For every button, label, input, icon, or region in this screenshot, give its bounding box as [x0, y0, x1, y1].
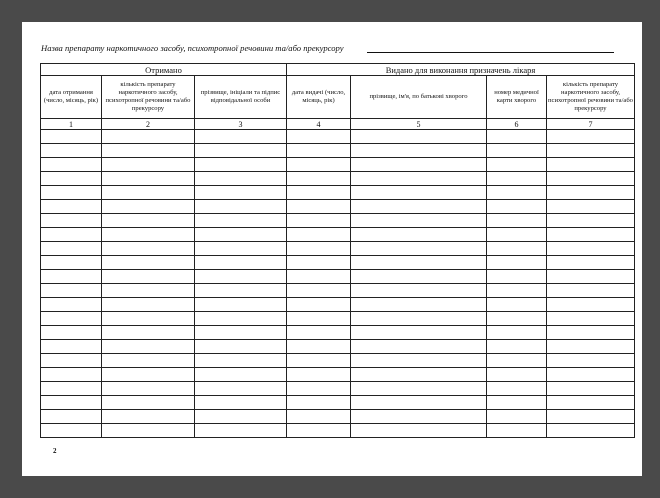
table-cell [487, 242, 547, 256]
col-number: 4 [287, 119, 351, 130]
table-cell [287, 340, 351, 354]
table-cell [547, 396, 635, 410]
col-header: номер медичної карти хворого [487, 76, 547, 119]
table-cell [547, 312, 635, 326]
table-cell [287, 172, 351, 186]
table-cell [41, 298, 102, 312]
table-cell [351, 172, 487, 186]
table-cell [287, 368, 351, 382]
table-cell [195, 396, 287, 410]
table-row [41, 214, 635, 228]
table-cell [41, 256, 102, 270]
table-cell [287, 396, 351, 410]
table-cell [351, 200, 487, 214]
table-cell [102, 326, 195, 340]
col-header: прізвище, ініціали та підпис відповідальної особи [195, 76, 287, 119]
table-cell [102, 410, 195, 424]
table-cell [547, 130, 635, 144]
table-cell [287, 242, 351, 256]
table-cell [102, 354, 195, 368]
table-cell [487, 298, 547, 312]
col-number: 6 [487, 119, 547, 130]
group-header-row [41, 64, 635, 76]
table-cell [351, 354, 487, 368]
table-cell [102, 158, 195, 172]
table-row [41, 130, 635, 144]
table-cell [547, 186, 635, 200]
table-cell [102, 284, 195, 298]
table-cell [41, 144, 102, 158]
table-cell [487, 158, 547, 172]
table-row [41, 312, 635, 326]
table-cell [547, 382, 635, 396]
table-row [41, 256, 635, 270]
table-cell [547, 158, 635, 172]
table-cell [102, 186, 195, 200]
table-cell [195, 256, 287, 270]
page-number: 2 [53, 447, 57, 455]
table-cell [351, 158, 487, 172]
col-header: кількість препарату наркотичного засобу, психотропної речовини та/або прекурсору [547, 76, 635, 119]
table-cell [102, 382, 195, 396]
table-cell [102, 256, 195, 270]
table-cell [351, 214, 487, 228]
table-row [41, 270, 635, 284]
col-number: 7 [547, 119, 635, 130]
table-cell [195, 270, 287, 284]
table-cell [287, 312, 351, 326]
table-cell [487, 200, 547, 214]
table-cell [351, 298, 487, 312]
table-row [41, 228, 635, 242]
table-cell [351, 270, 487, 284]
table-cell [41, 242, 102, 256]
issued-header: Видано для виконання призначень лікаря [287, 64, 635, 76]
table-cell [195, 354, 287, 368]
table-cell [195, 158, 287, 172]
table-cell [487, 340, 547, 354]
table-cell [41, 228, 102, 242]
table-cell [351, 144, 487, 158]
table-cell [41, 368, 102, 382]
column-header-row [41, 76, 635, 119]
table-row [41, 200, 635, 214]
col-number: 1 [41, 119, 102, 130]
table-cell [41, 396, 102, 410]
table-cell [487, 284, 547, 298]
table-row [41, 382, 635, 396]
table-cell [287, 200, 351, 214]
table-cell [287, 284, 351, 298]
table-cell [195, 214, 287, 228]
table-cell [487, 256, 547, 270]
table-cell [351, 382, 487, 396]
table-cell [287, 186, 351, 200]
table-cell [41, 410, 102, 424]
table-row [41, 326, 635, 340]
table-cell [195, 200, 287, 214]
table-cell [351, 284, 487, 298]
table-cell [487, 186, 547, 200]
table-cell [287, 228, 351, 242]
table-row [41, 424, 635, 438]
table-cell [195, 186, 287, 200]
table-cell [487, 368, 547, 382]
table-cell [547, 368, 635, 382]
table-row [41, 186, 635, 200]
table-cell [41, 270, 102, 284]
col-header: дата отримання (число, місяць, рік) [41, 76, 102, 119]
table-row [41, 242, 635, 256]
table-cell [102, 130, 195, 144]
table-cell [41, 284, 102, 298]
table-cell [487, 354, 547, 368]
col-header: прізвище, ім'я, по батькові хворого [351, 76, 487, 119]
table-cell [547, 298, 635, 312]
table-row [41, 172, 635, 186]
table-cell [41, 354, 102, 368]
table-cell [287, 326, 351, 340]
table-cell [351, 242, 487, 256]
received-header: Отримано [41, 64, 287, 76]
table-cell [351, 312, 487, 326]
table-cell [102, 228, 195, 242]
table-cell [102, 270, 195, 284]
register-body [41, 130, 635, 438]
table-cell [351, 256, 487, 270]
table-cell [351, 186, 487, 200]
form-title: Назва препарату наркотичного засобу, психотропної речовини та/або прекурсору [41, 43, 344, 53]
table-cell [547, 242, 635, 256]
table-cell [195, 242, 287, 256]
table-cell [195, 172, 287, 186]
table-cell [351, 368, 487, 382]
table-cell [287, 424, 351, 438]
table-cell [41, 200, 102, 214]
table-row [41, 368, 635, 382]
table-cell [547, 214, 635, 228]
col-number: 2 [102, 119, 195, 130]
table-cell [195, 228, 287, 242]
table-cell [195, 284, 287, 298]
table-cell [487, 424, 547, 438]
table-cell [487, 326, 547, 340]
col-header: кількість препарату наркотичного засобу, психотропної речовини та/або прекурсору [102, 76, 195, 119]
table-row [41, 158, 635, 172]
table-cell [287, 354, 351, 368]
table-cell [102, 340, 195, 354]
table-cell [547, 228, 635, 242]
table-cell [102, 424, 195, 438]
table-cell [487, 312, 547, 326]
table-cell [547, 200, 635, 214]
column-number-row [41, 119, 635, 130]
table-cell [351, 130, 487, 144]
table-cell [487, 382, 547, 396]
table-cell [102, 214, 195, 228]
col-number: 5 [351, 119, 487, 130]
col-header: дата видачі (число, місяць, рік) [287, 76, 351, 119]
table-cell [487, 172, 547, 186]
table-cell [287, 144, 351, 158]
table-cell [351, 340, 487, 354]
table-cell [195, 340, 287, 354]
table-cell [547, 256, 635, 270]
table-row [41, 354, 635, 368]
table-cell [195, 410, 287, 424]
table-row [41, 410, 635, 424]
table-cell [487, 410, 547, 424]
table-cell [195, 298, 287, 312]
table-cell [487, 214, 547, 228]
document-page [22, 22, 642, 476]
table-row [41, 144, 635, 158]
table-cell [102, 172, 195, 186]
table-cell [487, 270, 547, 284]
table-cell [102, 242, 195, 256]
table-row [41, 340, 635, 354]
table-cell [547, 410, 635, 424]
table-cell [287, 158, 351, 172]
table-cell [547, 424, 635, 438]
table-cell [41, 214, 102, 228]
table-cell [195, 326, 287, 340]
table-cell [195, 382, 287, 396]
table-cell [287, 270, 351, 284]
table-cell [547, 326, 635, 340]
table-cell [102, 144, 195, 158]
table-cell [41, 130, 102, 144]
table-cell [102, 396, 195, 410]
table-cell [351, 228, 487, 242]
table-cell [41, 424, 102, 438]
table-row [41, 298, 635, 312]
table-cell [102, 312, 195, 326]
col-number: 3 [195, 119, 287, 130]
register-table [40, 63, 635, 438]
table-cell [41, 186, 102, 200]
table-cell [547, 144, 635, 158]
table-cell [287, 214, 351, 228]
table-cell [547, 172, 635, 186]
table-cell [287, 410, 351, 424]
table-cell [195, 130, 287, 144]
table-cell [547, 354, 635, 368]
table-cell [287, 130, 351, 144]
table-cell [351, 410, 487, 424]
table-cell [195, 144, 287, 158]
table-cell [41, 172, 102, 186]
table-cell [547, 340, 635, 354]
table-row [41, 396, 635, 410]
table-cell [195, 312, 287, 326]
table-cell [351, 424, 487, 438]
table-cell [487, 228, 547, 242]
table-cell [287, 382, 351, 396]
table-cell [102, 298, 195, 312]
table-cell [547, 284, 635, 298]
table-cell [287, 298, 351, 312]
table-cell [487, 144, 547, 158]
title-fill-line [367, 52, 614, 53]
table-cell [195, 424, 287, 438]
table-cell [487, 130, 547, 144]
table-row [41, 284, 635, 298]
table-cell [195, 368, 287, 382]
table-cell [102, 368, 195, 382]
table-cell [351, 396, 487, 410]
table-cell [351, 326, 487, 340]
table-cell [41, 382, 102, 396]
table-cell [487, 396, 547, 410]
table-cell [287, 256, 351, 270]
table-cell [41, 158, 102, 172]
table-cell [41, 326, 102, 340]
table-cell [547, 270, 635, 284]
table-cell [41, 312, 102, 326]
table-cell [102, 200, 195, 214]
table-cell [41, 340, 102, 354]
